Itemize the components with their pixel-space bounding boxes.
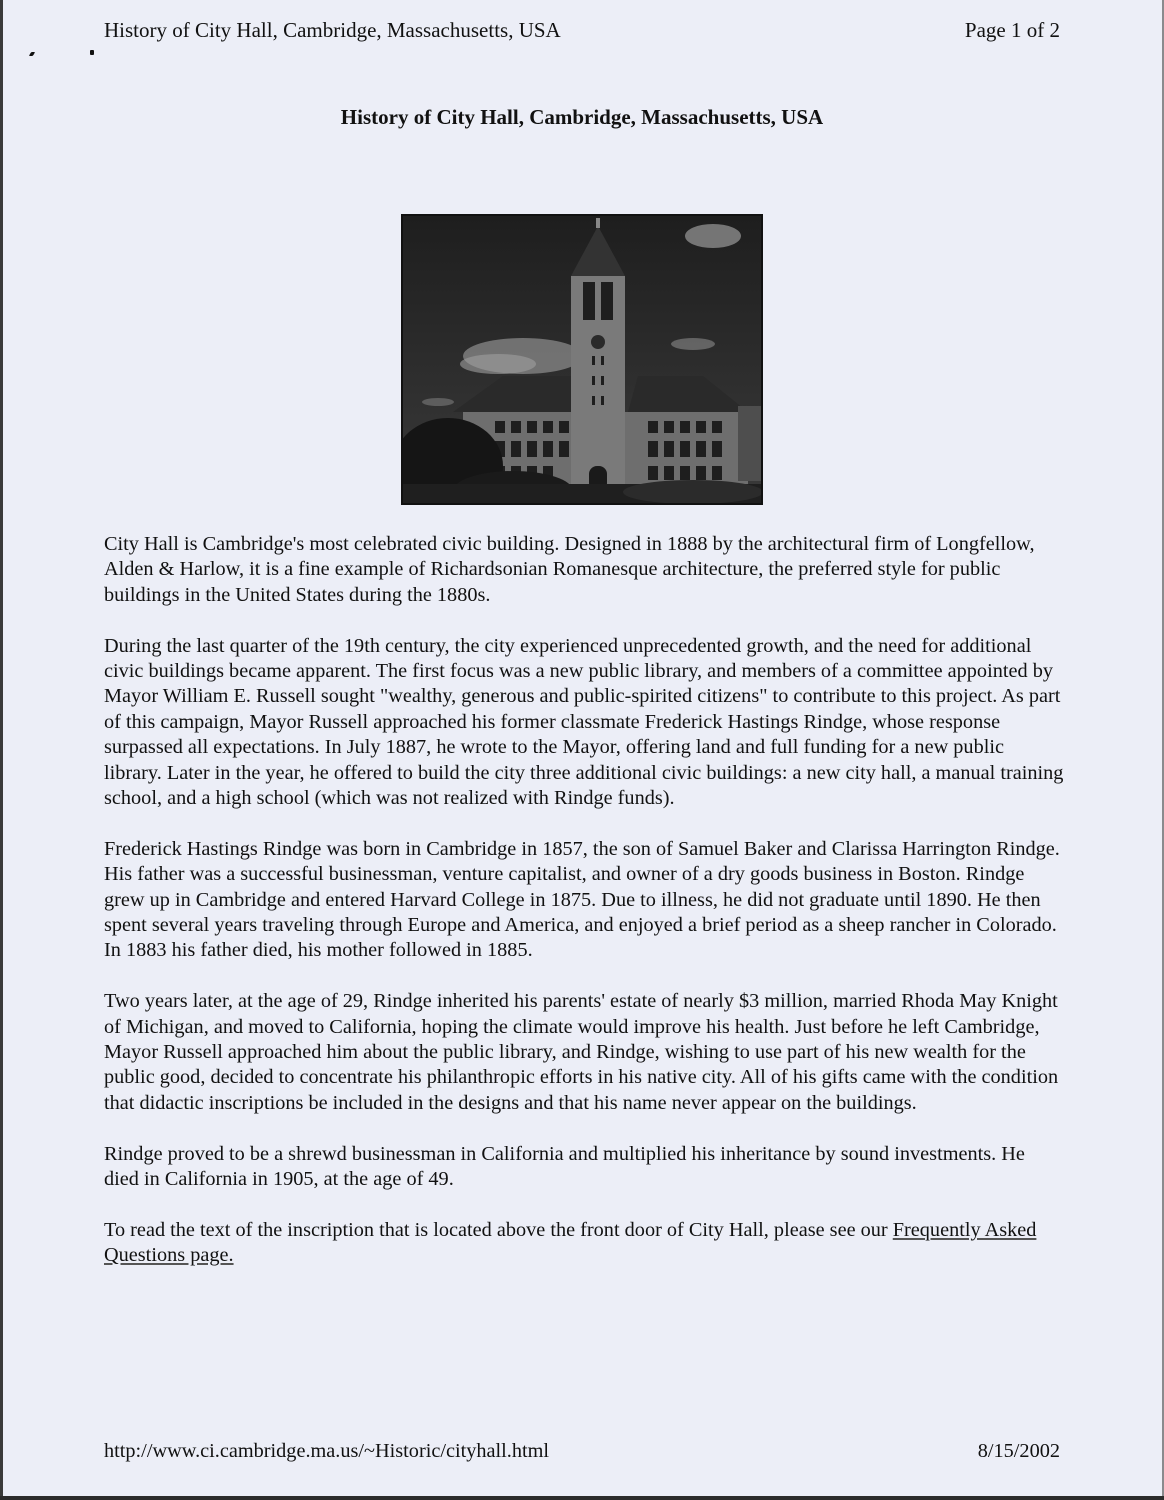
- closing-text: To read the text of the inscription that is located above the front door of City Hall, please see our: [104, 1218, 893, 1241]
- photo-tower-belfry: [601, 282, 613, 320]
- photo-cloud: [422, 398, 454, 406]
- city-hall-photo: [401, 214, 763, 505]
- photo-clock: [591, 335, 605, 349]
- print-footer: [104, 1438, 1060, 1464]
- scan-artifacts: [30, 46, 100, 60]
- scan-mark-icon: [90, 50, 94, 55]
- print-header: [104, 17, 1060, 43]
- print-footer-url: http://www.ci.cambridge.ma.us/~Historic/cityhall.html: [104, 1440, 550, 1462]
- paragraph-closing: [104, 1218, 1064, 1269]
- document-body: [104, 532, 1064, 1294]
- paragraph-rindge-bio: Frederick Hastings Rindge was born in Cambridge in 1857, the son of Samuel Baker and Clarissa Harrington Rindge. His father was a successful businessman, venture capitalist, and owner of a dry goods business in Boston. Rindge grew up in Cambridge and entered Harvard College in 1875. Due to illness, he did not graduate until 1890. He then spent several years traveling through Europe and America, and enjoyed a brief period as a sheep rancher in Colorado. In 1883 his father died, his mother followed in 1885.: [104, 837, 1060, 962]
- scan-edge-left: [0, 0, 3, 1500]
- scan-edge-bottom: [0, 1496, 1164, 1500]
- photo-tower-spire: [596, 218, 600, 228]
- paragraph-california: Rindge proved to be a shrewd businessman in California and multiplied his inheritance by sound investments. He died in California in 1905, at the age of 49.: [104, 1142, 1025, 1191]
- photo-cloud: [671, 338, 715, 350]
- print-footer-date: 8/15/2002: [977, 1440, 1060, 1462]
- building-photo-icon: [403, 216, 761, 503]
- photo-tower-belfry: [583, 282, 595, 320]
- paragraph-growth: During the last quarter of the 19th century, the city experienced unprecedented growth, and the need for additional civic buildings became apparent. The first focus was a new public library, and members of a committee appointed by Mayor William E. Russell sought "wealthy, generous and public-spirited citizens" to contribute to this project. As part of this campaign, Mayor Russell approached his former classmate Frederick Hastings Rindge, whose response surpassed all expectations. In July 1887, he wrote to the Mayor, offering land and full funding for a new public library. Later in the year, he offered to build the city three additional civic buildings: a new city hall, a manual training school, and a high school (which was not realized with Rindge funds).: [104, 634, 1064, 810]
- photo-cloud: [685, 224, 741, 248]
- photo-tower: [571, 276, 625, 491]
- photo-neighbor-building: [738, 406, 761, 481]
- scan-mark-icon: [29, 52, 35, 56]
- photo-cloud: [460, 354, 536, 374]
- print-header-title: History of City Hall, Cambridge, Massachusetts, USA: [104, 18, 561, 42]
- paragraph-intro: City Hall is Cambridge's most celebrated civic building. Designed in 1888 by the architectural firm of Longfellow, Alden & Harlow, it is a fine example of Richardsonian Romanesque architecture, the preferred style for public buildings in the United States during the 1880s.: [104, 533, 1035, 606]
- page-indicator: Page 1 of 2: [964, 18, 1060, 42]
- paragraph-inheritance: Two years later, at the age of 29, Rindge inherited his parents' estate of nearly $3 million, married Rhoda May Knight of Michigan, and moved to California, hoping the climate would improve his health. Just before he left Cambridge, Mayor Russell approached him about the public library, and Rindge, wishing to use part of his new wealth for the public good, decided to concentrate his philanthropic efforts in his native city. All of his gifts came with the condition that didactic inscriptions be included in the designs and that his name never appear on the buildings.: [104, 990, 1059, 1114]
- document-title: History of City Hall, Cambridge, Massachusetts, USA: [340, 105, 824, 129]
- faq-link[interactable]: Frequently Asked Questions page.: [104, 1218, 1037, 1267]
